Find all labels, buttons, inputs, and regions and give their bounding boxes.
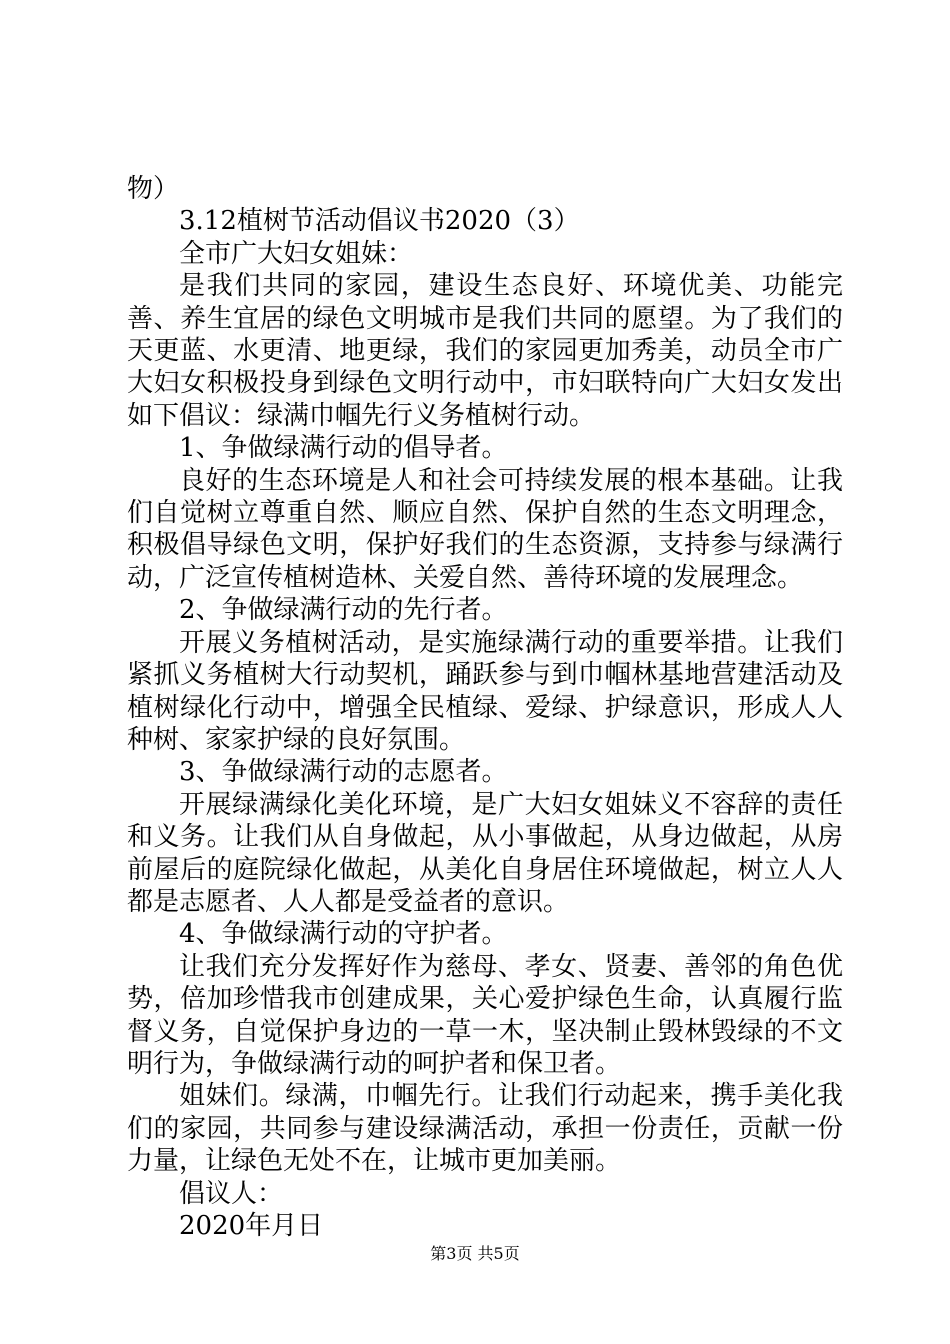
signature-label: 倡议人： [179,1178,284,1209]
paragraph-2: 开展义务植树活动，是实施绿满行动的重要举措。让我们紧抓义务植树大行动契机，踊跃参与到巾帼林基地营建活动及植树绿化行动中，增强全民植绿、爱绿、护绿意识，形成人人种树、家家护绿的良好氛围。 [127,627,843,755]
page-number: 第3页 共5页 [430,1244,520,1263]
paragraph-closing: 姐妹们。绿满，巾帼先行。让我们行动起来，携手美化我们的家园，共同参与建设绿满活动，承担一份责任，贡献一份力量，让绿色无处不在，让城市更加美丽。 [127,1081,843,1177]
paragraph-4: 让我们充分发挥好作为慈母、孝女、贤妻、善邻的角色优势，倍加珍惜我市创建成果，关心爱护绿色生命，认真履行监督义务，自觉保护身边的一草一木，坚决制止毁林毁绿的不文明行为，争做绿满行动的呵护者和保卫者。 [127,951,843,1079]
page-footer [0,1244,950,1264]
continuation-text: 物） [127,174,180,204]
section-heading-3: 3、争做绿满行动的志愿者。 [179,757,508,788]
section-heading-4: 4、争做绿满行动的守护者。 [179,919,508,950]
salutation: 全市广大妇女姐妹： [179,238,414,269]
paragraph-3: 开展绿满绿化美化环境，是广大妇女姐妹义不容辞的责任和义务。让我们从自身做起，从小事做起，从身边做起，从房前屋后的庭院绿化做起，从美化自身居住环境做起，树立人人都是志愿者、人人都是受益者的意识。 [127,789,843,917]
paragraph-1: 良好的生态环境是人和社会可持续发展的根本基础。让我们自觉树立尊重自然、顺应自然、保护自然的生态文明理念，积极倡导绿色文明，保护好我们的生态资源，支持参与绿满行动，广泛宣传植树造林、关爱自然、善待环境的发展理念。 [127,465,843,593]
section-heading-1: 1、争做绿满行动的倡导者。 [179,433,508,464]
section-heading-2: 2、争做绿满行动的先行者。 [179,595,508,626]
document-body [127,173,843,1242]
date-line: 2020年月日 [179,1211,324,1241]
paragraph-intro: 是我们共同的家园，建设生态良好、环境优美、功能完善、养生宜居的绿色文明城市是我们共同的愿望。为了我们的天更蓝、水更清、地更绿，我们的家园更加秀美，动员全市广大妇女积极投身到绿色文明行动中，市妇联特向广大妇女发出如下倡议：绿满巾帼先行义务植树行动。 [127,271,843,431]
document-heading: 3.12植树节活动倡议书2020（3） [179,206,580,237]
